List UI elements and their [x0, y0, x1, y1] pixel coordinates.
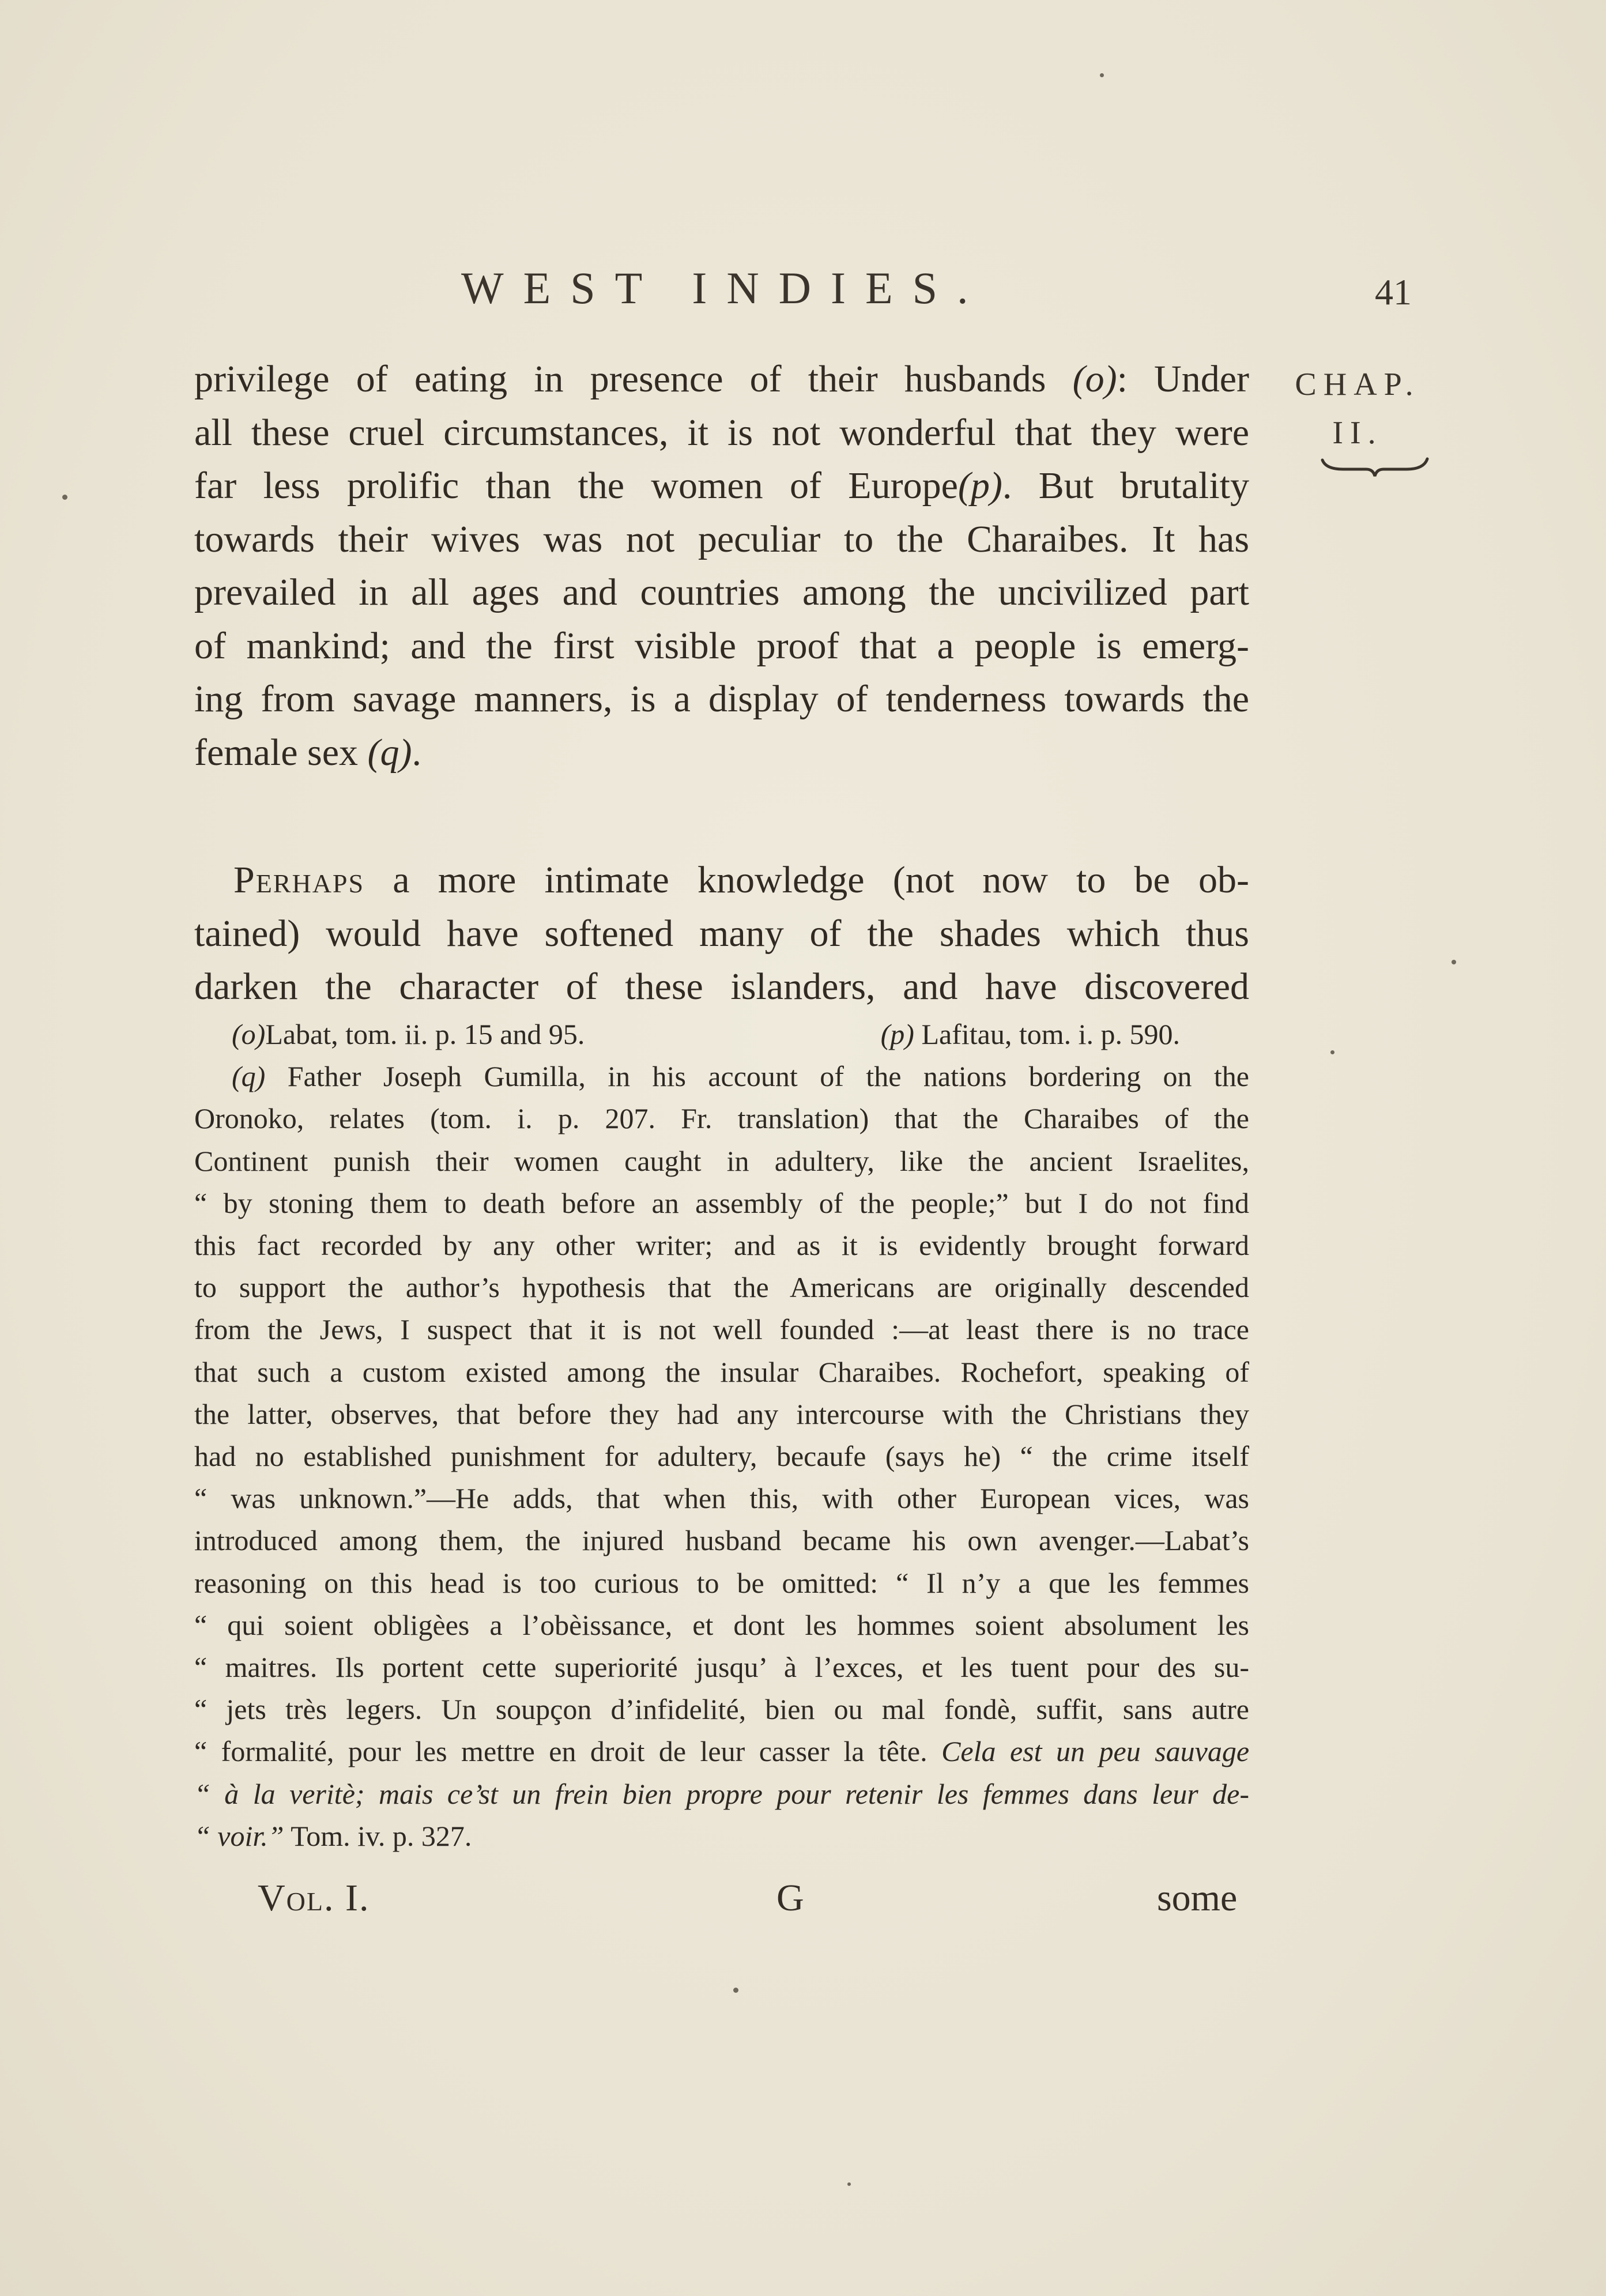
footnote-o: (o)Labat, tom. ii. p. 15 and 95. [232, 1018, 585, 1050]
body-line: Perhaps a more intimate knowledge (not now to be ob- [233, 859, 1249, 901]
body-line: tained) would have softened many of the shades which thus [194, 912, 1249, 955]
footnote-ref-p: (p) [957, 465, 1002, 507]
page-number: 41 [1375, 272, 1412, 312]
running-head: WEST INDIES. [461, 263, 988, 313]
footnote-q-line: the latter, observes, that before they had any intercourse with the Christians they [194, 1397, 1249, 1430]
footnotes [194, 1013, 1249, 1857]
curly-brace-ornament [1320, 455, 1430, 478]
catchword: some [1157, 1877, 1238, 1919]
paper-speck [1330, 1050, 1334, 1054]
paragraph-2 [194, 854, 1249, 1014]
footnote-q-line: “ was unknown.”—He adds, that when this, with other European vices, was [194, 1482, 1249, 1515]
footnote-q-line: “ maitres. Ils portent cette superiorité jusqu’ à l’exces, et les tuent pour des su- [194, 1651, 1249, 1684]
paper-speck [1100, 73, 1104, 77]
footnote-q-line: introduced among them, the injured husband became his own avenger.—Labat’s [194, 1524, 1249, 1557]
body-line: female sex (q). [194, 731, 421, 774]
paper-speck [62, 495, 67, 500]
footnote-q-line: (q) Father Joseph Gumilla, in his account of the nations bordering on the [232, 1060, 1250, 1093]
footnote-q-line: “ qui soient obligèes a l’obèissance, et dont les hommes soient absolument les [194, 1608, 1249, 1641]
body-line: darken the character of these islanders, and have discovered [194, 966, 1249, 1008]
footnote-p: (p) Lafitau, tom. i. p. 590. [880, 1018, 1180, 1050]
footnote-q-line: from the Jews, I suspect that it is not well founded :—at least there is no trace [194, 1313, 1249, 1346]
footnote-q-line: reasoning on this head is too curious to be omitted: “ Il n’y a que les femmes [194, 1566, 1249, 1599]
footnote-ref-q: (q) [367, 731, 412, 774]
body-line: ing from savage manners, is a display of tenderness towards the [194, 678, 1249, 720]
footnote-q-line: that such a custom existed among the insular Charaibes. Rochefort, speaking of [194, 1355, 1249, 1388]
footnote-q-line: to support the author’s hypothesis that the Americans are originally descended [194, 1271, 1249, 1304]
body-line: privilege of eating in presence of their husbands (o): Under [194, 358, 1249, 400]
footnote-q-line: “ by stoning them to death before an assembly of the people;” but I do not find [194, 1186, 1249, 1219]
body-line: far less prolific than the women of Europe(p). But brutality [194, 465, 1249, 507]
paper-speck [847, 2182, 851, 2186]
footnote-q-line: had no established punishment for adultery, becaufe (says he) “ the crime itself [194, 1440, 1249, 1473]
chapter-label: CHAP. [1295, 367, 1420, 402]
footnote-ref-o: (o) [1072, 358, 1117, 400]
footnote-q-line: Continent punish their women caught in adultery, like the ancient Israelites, [194, 1144, 1249, 1177]
paper-speck [733, 1988, 738, 1993]
volume-signature: Vol. I. [258, 1877, 370, 1919]
body-line: of mankind; and the first visible proof that a people is emerg- [194, 624, 1249, 667]
signature-mark: G [776, 1877, 804, 1919]
body-line: towards their wives was not peculiar to the Charaibes. It has [194, 518, 1249, 560]
footnote-q-line: “ voir.” Tom. iv. p. 327. [194, 1819, 472, 1852]
footnotes-o-p [194, 1013, 1249, 1055]
paper-speck [1452, 960, 1456, 964]
body-line: prevailed in all ages and countries among the uncivilized part [194, 571, 1249, 613]
footnote-q-line: this fact recorded by any other writer; and as it is evidently brought forward [194, 1229, 1249, 1262]
chapter-margin-note [1277, 360, 1438, 457]
body-text [194, 353, 1249, 1014]
footnote-q-line: Oronoko, relates (tom. i. p. 207. Fr. translation) that the Charaibes of the [194, 1102, 1249, 1135]
footnote-q-line: “ jets très legers. Un soupçon d’infidelité, bien ou mal fondè, suffit, sans autre [194, 1693, 1249, 1726]
footnote-q-line: “ formalité, pour les mettre en droit de leur casser la tête. Cela est un peu sauvage [194, 1735, 1250, 1768]
body-line: all these cruel circumstances, it is not wonderful that they were [194, 411, 1249, 454]
footnote-q-line: “ à la veritè; mais ce’st un frein bien propre pour retenir les femmes dans leur de- [194, 1777, 1249, 1810]
chapter-number: II. [1332, 415, 1383, 451]
paragraph-lead-word: Perhaps [233, 859, 365, 901]
